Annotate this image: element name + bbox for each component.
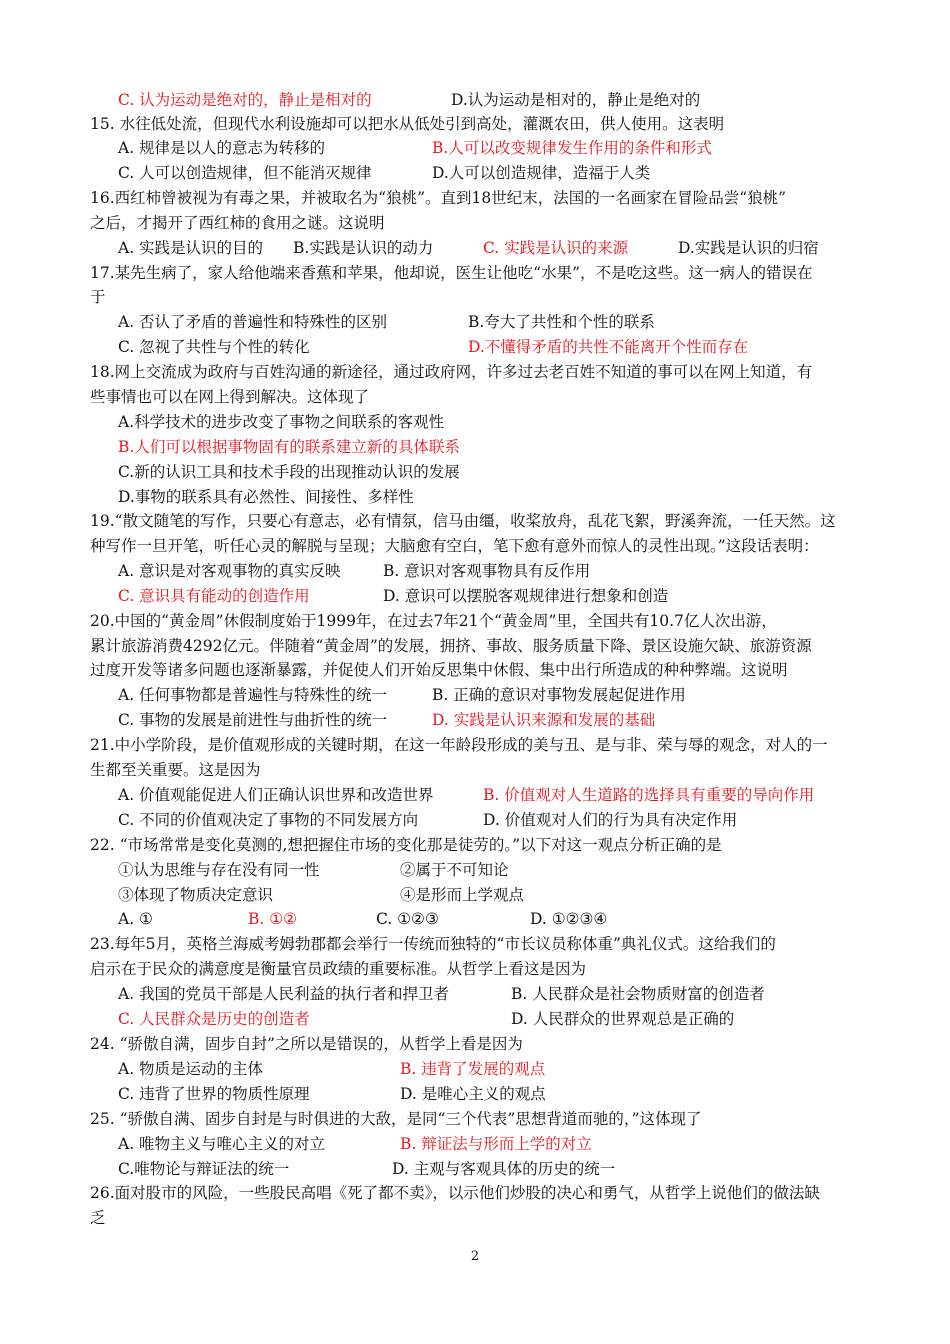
text-line: A. 任何事物都是普遍性与特殊性的统一 xyxy=(118,686,388,704)
text-line: 23.每年5月，英格兰海威考姆勃郡都会举行一传统而独特的“市长议员称体重”典礼仪式。这给我们的 xyxy=(90,935,776,953)
answer-option-highlighted: B. 辩证法与形而上学的对立 xyxy=(400,1135,592,1153)
text-line: C. 忽视了共性与个性的转化 xyxy=(118,338,310,356)
text-line: A. ① xyxy=(118,910,153,928)
page-number: 2 xyxy=(470,1249,480,1264)
text-line: A. 规律是以人的意志为转移的 xyxy=(118,139,326,157)
text-line: 17.某先生病了，家人给他端来香蕉和苹果，他却说，医生让他吃“水果”，不是吃这些。这一病人的错误在 xyxy=(90,264,813,282)
text-line: D. 主观与客观具体的历史的统一 xyxy=(392,1160,616,1178)
text-line: 24. “骄傲自满，固步自封”之所以是错误的，从哲学上看是因为 xyxy=(90,1035,523,1053)
text-line: 26.面对股市的风险，一些股民高唱《死了都不卖》，以示他们炒股的决心和勇气，从哲学上说他们的做法缺 xyxy=(90,1184,820,1202)
text-line: 累计旅游消费4292亿元。伴随着“黄金周”的发展，拥挤、事故、服务质量下降、景区设施欠缺、旅游资源 xyxy=(90,637,812,655)
text-line: D. 是唯心主义的观点 xyxy=(400,1085,546,1103)
answer-option-highlighted: C. 实践是认识的来源 xyxy=(483,239,629,257)
text-line: A. 意识是对客观事物的真实反映 xyxy=(118,562,341,580)
text-line: ①认为思维与存在没有同一性 xyxy=(118,861,320,879)
text-line: C. 人可以创造规律，但不能消灭规律 xyxy=(118,164,372,182)
text-line: 20.中国的“黄金周”休假制度始于1999年，在过去7年21个“黄金周”里，全国共有10.7亿人次出游， xyxy=(90,612,777,630)
text-line: 过度开发等诸多问题也逐渐暴露，并促使人们开始反思集中休假、集中出行所造成的种种弊端。这说明 xyxy=(90,661,788,679)
answer-option-highlighted: B. ①② xyxy=(248,910,298,928)
text-line: D. 意识可以摆脱客观规律进行想象和创造 xyxy=(383,587,669,605)
answer-option-highlighted: C. 意识具有能动的创造作用 xyxy=(118,587,310,605)
text-line: 种写作一旦开笔，听任心灵的解脱与呈现；大脑愈有空白，笔下愈有意外而惊人的灵性出现。”这段话表明： xyxy=(90,537,819,555)
text-line: 乏 xyxy=(90,1209,106,1227)
text-line: D.认为运动是相对的，静止是绝对的 xyxy=(451,91,701,109)
text-line: 15. 水往低处流，但现代水利设施却可以把水从低处引到高处，灌溉农田，供人使用。这表明 xyxy=(90,115,725,133)
text-line: ④是形而上学观点 xyxy=(400,886,525,904)
text-line: 19.“散文随笔的写作，只要心有意志，必有情氛，信马由缰，收桨放舟，乱花飞絮，野溪奔流，一任天然。这 xyxy=(90,512,836,530)
text-line: 启示在于民众的满意度是衡量官员政绩的重要标准。从哲学上看这是因为 xyxy=(90,960,587,978)
text-line: 22. “市场常常是变化莫测的,想把握住市场的变化那是徒劳的。”以下对这一观点分析正确的是 xyxy=(90,836,722,854)
text-line: B.实践是认识的动力 xyxy=(293,239,434,257)
text-line: C. ①②③ xyxy=(376,910,439,928)
text-line: 18.网上交流成为政府与百姓沟通的新途径，通过政府网，许多过去老百姓不知道的事可以在网上知道，有 xyxy=(90,363,813,381)
text-line: C. 不同的价值观决定了事物的不同发展方向 xyxy=(118,811,419,829)
answer-option-highlighted: C. 人民群众是历史的创造者 xyxy=(118,1010,310,1028)
answer-option-highlighted: B. 价值观对人生道路的选择具有重要的导向作用 xyxy=(483,786,815,804)
text-line: D.人可以创造规律，造福于人类 xyxy=(432,164,651,182)
text-line: A. 否认了矛盾的普遍性和特殊性的区别 xyxy=(118,313,388,331)
text-line: C. 事物的发展是前进性与曲折性的统一 xyxy=(118,711,388,729)
text-line: A. 物质是运动的主体 xyxy=(118,1060,264,1078)
text-line: C.新的认识工具和技术手段的出现推动认识的发展 xyxy=(118,463,460,481)
text-line: ②属于不可知论 xyxy=(400,861,509,879)
text-line: 16.西红柿曾被视为有毒之果，并被取名为“狼桃”。直到18世纪末，法国的一名画家在冒险品尝“狼桃” xyxy=(90,189,787,207)
answer-option-highlighted: B.人们可以根据事物固有的联系建立新的具体联系 xyxy=(118,438,460,456)
text-line: 些事情也可以在网上得到解决。这体现了 xyxy=(90,388,370,406)
text-line: D.事物的联系具有必然性、间接性、多样性 xyxy=(118,488,414,506)
text-line: 于 xyxy=(90,288,106,306)
text-line: B. 人民群众是社会物质财富的创造者 xyxy=(511,985,765,1003)
answer-option-highlighted: D.不懂得矛盾的共性不能离开个性而存在 xyxy=(468,338,749,356)
text-line: 21.中小学阶段，是价值观形成的关键时期，在这一年龄段形成的美与丑、是与非、荣与辱的观念，对人的一 xyxy=(90,736,828,754)
text-line: C.唯物论与辩证法的统一 xyxy=(118,1160,290,1178)
text-line: 25. “骄傲自满、固步自封是与时俱进的大敌，是同“三个代表”思想背道而驰的，”这体现了 xyxy=(90,1110,702,1128)
text-line: 生都至关重要。这是因为 xyxy=(90,761,261,779)
answer-option-highlighted: D. 实践是认识来源和发展的基础 xyxy=(432,711,656,729)
text-line: D.实践是认识的归宿 xyxy=(678,239,819,257)
text-line: A. 唯物主义与唯心主义的对立 xyxy=(118,1135,326,1153)
text-line: D. 人民群众的世界观总是正确的 xyxy=(511,1010,735,1028)
text-line: 之后，才揭开了西红柿的食用之谜。这说明 xyxy=(90,214,385,232)
text-line: A. 价值观能促进人们正确认识世界和改造世界 xyxy=(118,786,434,804)
text-line: A. 实践是认识的目的 xyxy=(118,239,264,257)
text-line: D. ①②③④ xyxy=(530,910,608,928)
text-line: D. 价值观对人们的行为具有决定作用 xyxy=(483,811,738,829)
text-line: B.夸大了共性和个性的联系 xyxy=(468,313,655,331)
answer-option-highlighted: C. 认为运动是绝对的，静止是相对的 xyxy=(118,91,372,109)
answer-option-highlighted: B.人可以改变规律发生作用的条件和形式 xyxy=(432,139,712,157)
text-line: B. 正确的意识对事物发展起促进作用 xyxy=(432,686,686,704)
text-line: B. 意识对客观事物具有反作用 xyxy=(383,562,591,580)
answer-option-highlighted: B. 违背了发展的观点 xyxy=(400,1060,546,1078)
text-line: ③体现了物质决定意识 xyxy=(118,886,274,904)
text-line: A. 我国的党员干部是人民利益的执行者和捍卫者 xyxy=(118,985,450,1003)
text-line: C. 违背了世界的物质性原理 xyxy=(118,1085,310,1103)
text-line: A.科学技术的进步改变了事物之间联系的客观性 xyxy=(118,413,445,431)
